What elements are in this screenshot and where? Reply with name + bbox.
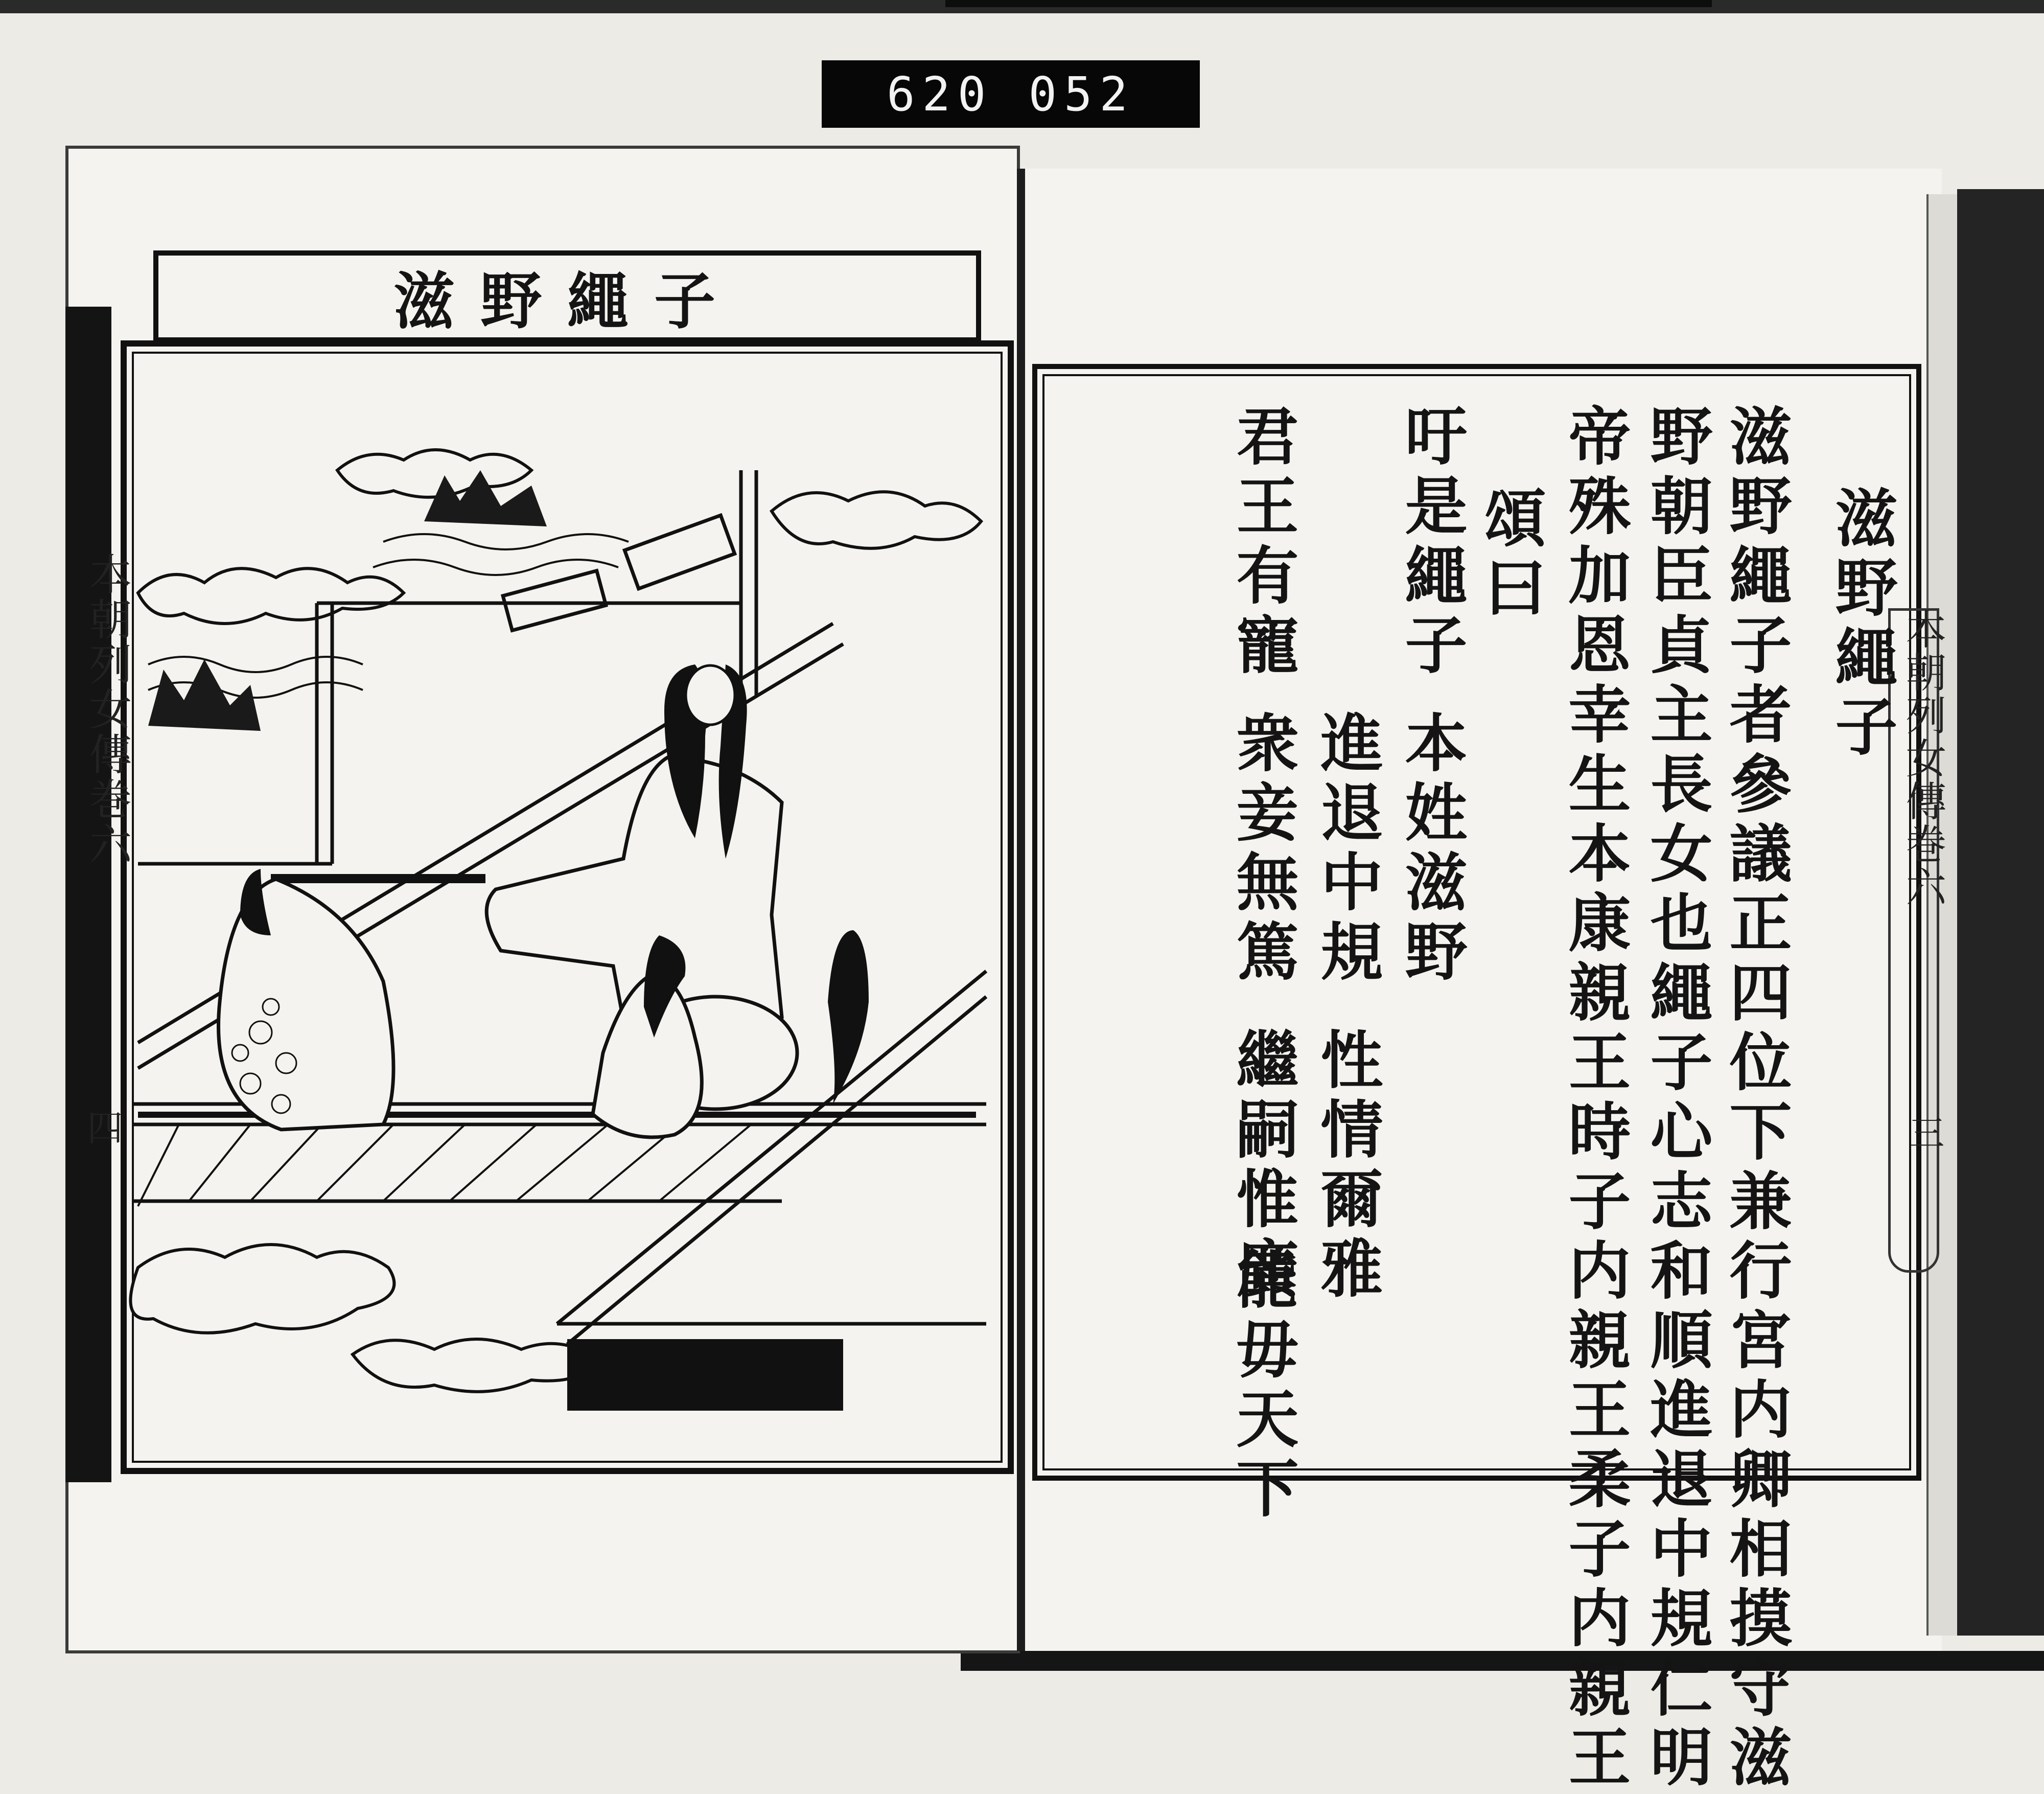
- right-page-folio: 三: [1903, 1114, 1945, 1150]
- left-page-folio: 四: [81, 1109, 123, 1145]
- right-edge-shadow: [1957, 189, 2044, 1636]
- biography-heading: 滋野繩子: [1825, 486, 1898, 764]
- verse-line-2-phrase-4: 能毋天下: [1226, 1247, 1299, 1525]
- body-column-2: 野朝臣貞主長女也繩子心志和順進退中規仁明: [1640, 404, 1713, 1794]
- right-page-margin-title: 本朝列女傳巻六: [1899, 608, 1946, 909]
- verse-line-2-phrase-2: 衆妾無篤: [1226, 710, 1299, 988]
- verse-line-1-phrase-4: 性情爾雅: [1310, 1027, 1384, 1305]
- verse-line-1-phrase-2: 本姓滋野: [1395, 710, 1468, 988]
- verse-line-2-phrase-1: 君王有寵: [1226, 404, 1299, 682]
- left-page-margin-title: 本朝列女傳巻六: [82, 552, 132, 867]
- scan-border-bottom: [961, 1651, 2044, 1671]
- body-column-1: 滋野繩子者參議正四位下兼行宮内卿相摸守滋: [1719, 404, 1793, 1794]
- verse-line-1-phrase-3: 進退中規: [1310, 710, 1384, 988]
- book-spine: [1017, 169, 1025, 1651]
- film-frame-number: 620 052: [822, 60, 1200, 128]
- verse-label: 頌曰: [1474, 486, 1547, 625]
- scan-border-top-dark: [945, 0, 1712, 7]
- body-column-3: 帝殊加恩幸生本康親王時子内親王柔子内親王: [1558, 404, 1632, 1794]
- illustration-title: 滋野繩子: [393, 265, 741, 337]
- woodblock-illustration: [118, 337, 1017, 1477]
- verse-line-1-phrase-1: 吁是繩子: [1395, 404, 1468, 682]
- verse-line-2-phrase-3: 繼嗣惟廣: [1226, 1027, 1299, 1305]
- left-edge-shadow: [65, 307, 111, 1482]
